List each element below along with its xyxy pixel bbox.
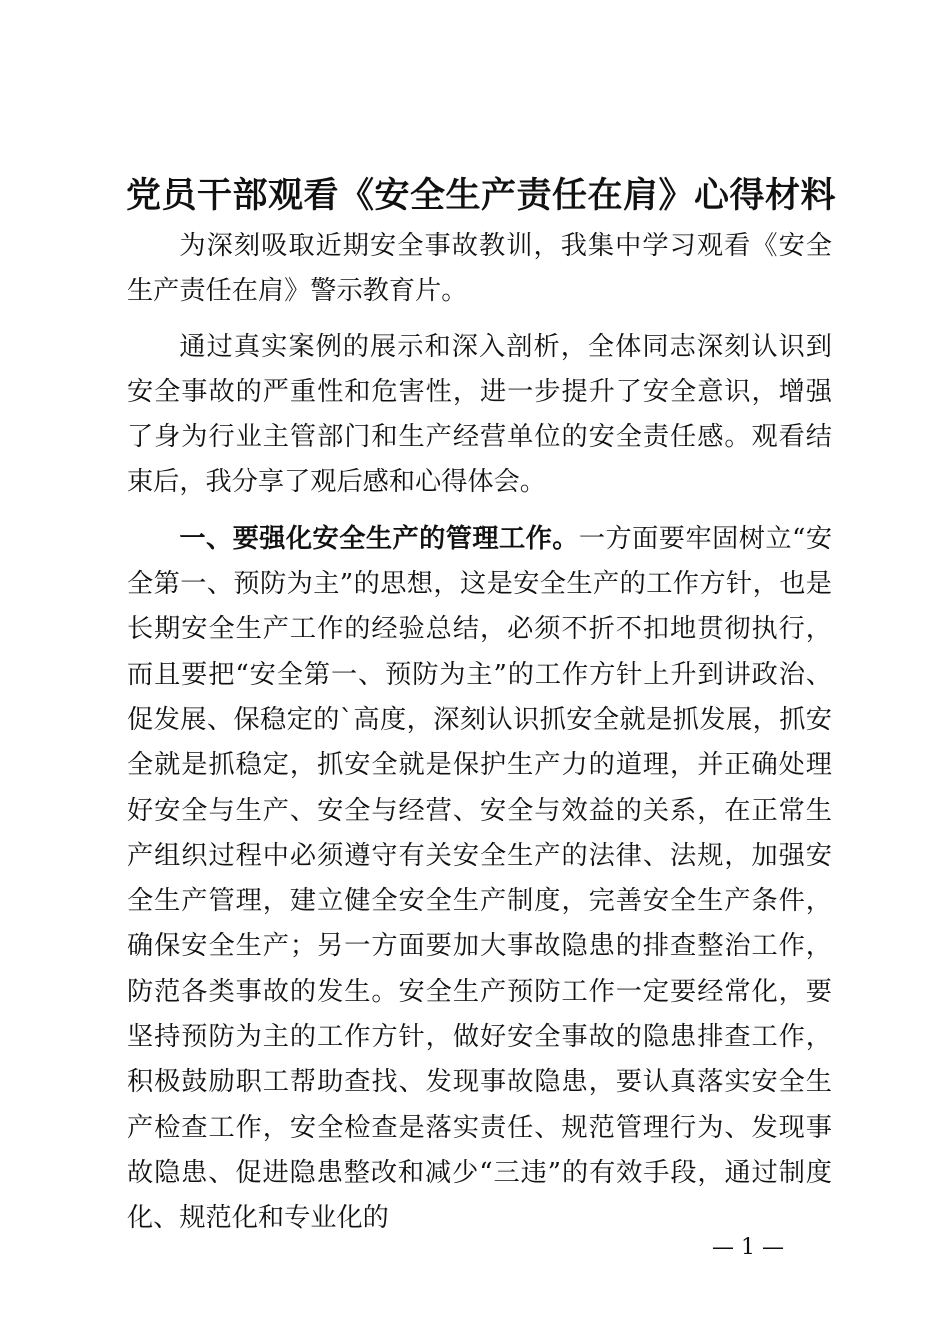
paragraph-reflection: 通过真实案例的展示和深入剖析，全体同志深刻认识到安全事故的严重性和危害性，进一步提升了安全意识，增强了身为行业主管部门和生产经营单位的安全责任感。观看结束后，我分享了观后感和心得体会。 [127,331,832,498]
page-number: — 1 — [712,1235,784,1260]
document-title: 党员干部观看《安全生产责任在肩》心得材料 [126,175,837,216]
paragraph-intro: 为深刻吸取近期安全事故教训，我集中学习观看《安全生产责任在肩》警示教育片。 [127,231,832,307]
document-body [127,224,832,1242]
section-heading: 一、要强化安全生产的管理工作。 [179,522,579,554]
section-text: 一方面要牢固树立“安全第一、预防为主”的思想，这是安全生产的工作方针，也是长期安全生产工作的经验总结，必须不折不扣地贯彻执行，而且要把“安全第一、预防为主”的工作方针上升到讲政治、促发展、保稳定的`高度，深刻认识抓安全就是抓发展，抓安全就是抓稳定，抓安全就是保护生产力的道理，并正确处理好安全与生产、安全与经营、安全与效益的关系，在正常生产组织过程中必须遵守有关安全生产的法律、法规，加强安全生产管理，建立健全安全生产制度，完善安全生产条件，确保安全生产；另一方面要加大事故隐患的排查整治工作，防范各类事故的发生。安全生产预防工作一定要经常化，要坚持预防为主的工作方针，做好安全事故的隐患排查工作，积极鼓励职工帮助查找、发现事故隐患，要认真落实安全生产检查工作，安全检查是落实责任、规范管理行为、发现事故隐患、促进隐患整改和减少“三违”的有效手段，通过制度化、规范化和专业化的 [127,523,833,1234]
paragraph-section-1 [127,516,832,1242]
